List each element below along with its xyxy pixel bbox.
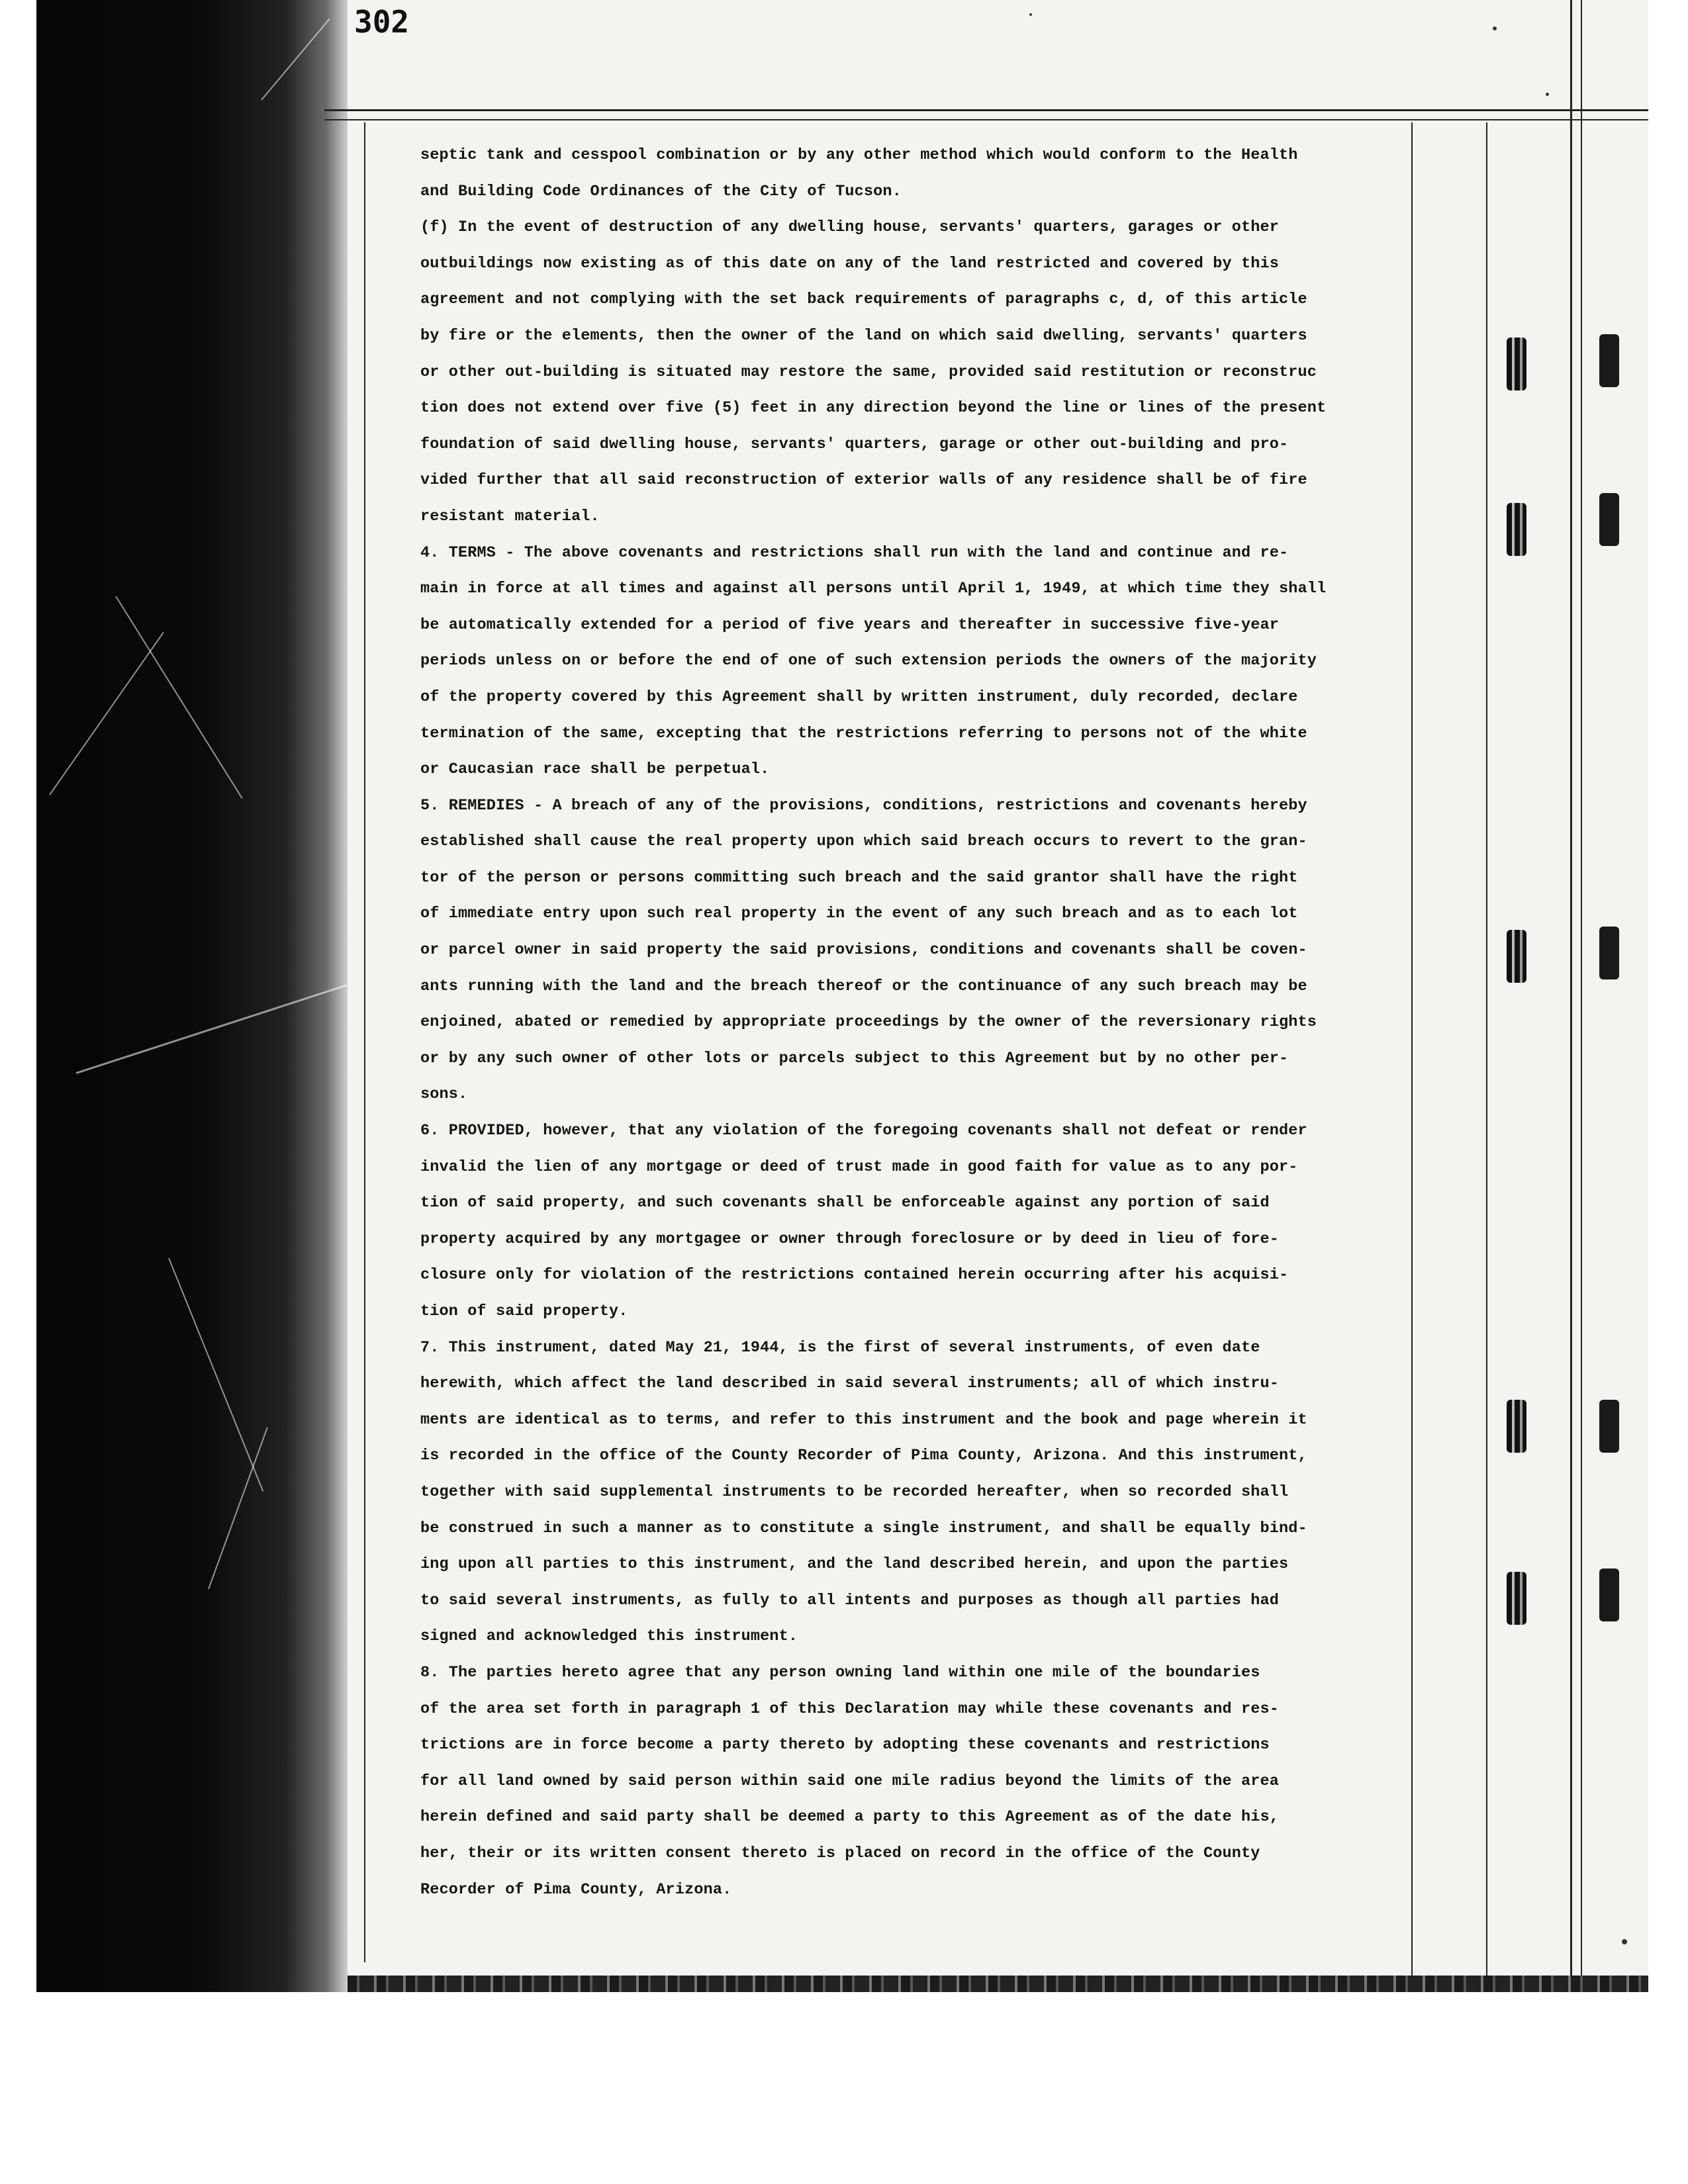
text-line: septic tank and cesspool combination or by any other method which would conform to the Health	[420, 146, 1298, 164]
scan-streak	[76, 984, 348, 1074]
punch-mark	[1599, 1400, 1619, 1453]
punch-mark	[1599, 334, 1619, 387]
text-line: (f) In the event of destruction of any dwelling house, servants' quarters, garages or other	[420, 218, 1279, 237]
text-line: 8. The parties hereto agree that any person owning land within one mile of the boundaries	[420, 1663, 1260, 1682]
text-line: invalid the lien of any mortgage or deed of trust made in good faith for value as to any por-	[420, 1158, 1298, 1176]
punch-mark	[1599, 927, 1619, 979]
text-line: of the area set forth in paragraph 1 of this Declaration may while these covenants and res-	[420, 1700, 1279, 1718]
text-line: property acquired by any mortgagee or owner through foreclosure or by deed in lieu of fore-	[420, 1230, 1279, 1248]
scan-streak	[115, 596, 242, 798]
text-line: tion of said property, and such covenants shall be enforceable against any portion of said	[420, 1194, 1270, 1212]
top-rule-2	[324, 119, 1648, 120]
scan-speck	[1622, 1939, 1627, 1944]
text-line: or parcel owner in said property the said provisions, conditions and covenants shall be coven-	[420, 941, 1307, 960]
text-line: and Building Code Ordinances of the City of Tucson.	[420, 182, 902, 201]
text-line: signed and acknowledged this instrument.	[420, 1627, 798, 1646]
scan-speck	[1493, 26, 1497, 30]
text-line: be construed in such a manner as to constitute a single instrument, and shall be equally bind-	[420, 1519, 1307, 1537]
text-line: agreement and not complying with the set back requirements of paragraphs c, d, of this article	[420, 291, 1307, 309]
scan-streak	[261, 19, 330, 101]
punch-mark	[1599, 493, 1619, 546]
text-line: 4. TERMS - The above covenants and restrictions shall run with the land and continue and re-	[420, 543, 1289, 562]
text-line: to said several instruments, as fully to all intents and purposes as though all parties had	[420, 1591, 1279, 1610]
text-line: sons.	[420, 1085, 468, 1104]
text-line: ments are identical as to terms, and refer to this instrument and the book and page wherein it	[420, 1410, 1307, 1429]
text-line: main in force at all times and against all persons until April 1, 1949, at which time they shall	[420, 580, 1327, 598]
text-line: Recorder of Pima County, Arizona.	[420, 1880, 732, 1899]
scan-streak	[208, 1427, 268, 1589]
text-line: be automatically extended for a period of five years and thereafter in successive five-year	[420, 615, 1279, 634]
text-line: enjoined, abated or remedied by appropriate proceedings by the owner of the reversionary rights	[420, 1013, 1317, 1032]
text-line: 5. REMEDIES - A breach of any of the provisions, conditions, restrictions and covenants hereby	[420, 796, 1307, 815]
text-line: tion of said property.	[420, 1302, 628, 1320]
text-line: herein defined and said party shall be deemed a party to this Agreement as of the date his,	[420, 1808, 1279, 1827]
punch-mark	[1507, 503, 1526, 556]
text-line: herewith, which affect the land described in said several instruments; all of which instru-	[420, 1375, 1279, 1393]
text-line: periods unless on or before the end of one of such extension periods the owners of the majority	[420, 652, 1317, 670]
text-line: resistant material.	[420, 507, 600, 525]
punch-mark	[1507, 1400, 1526, 1453]
top-rule	[324, 109, 1648, 111]
text-line: outbuildings now existing as of this date on any of the land restricted and covered by this	[420, 254, 1279, 273]
text-line: established shall cause the real property upon which said breach occurs to revert to the gran-	[420, 833, 1307, 851]
text-line: tion does not extend over five (5) feet in any direction beyond the line or lines of the present	[420, 399, 1327, 418]
binding-shadow	[36, 0, 348, 1992]
page-number: 302	[354, 4, 410, 40]
scan-speck	[1029, 13, 1032, 16]
right-margin-line-2	[1581, 0, 1582, 1985]
text-line: or by any such owner of other lots or parcels subject to this Agreement but by no other per-	[420, 1049, 1289, 1068]
scanned-page	[36, 0, 1648, 1992]
text-line: 7. This instrument, dated May 21, 1944, is the first of several instruments, of even date	[420, 1338, 1260, 1357]
text-line: termination of the same, excepting that the restrictions referring to persons not of the white	[420, 724, 1307, 743]
bottom-scan-edge	[348, 1976, 1648, 1992]
text-line: closure only for violation of the restrictions contained herein occurring after his acquisi-	[420, 1266, 1289, 1285]
scan-speck	[1546, 93, 1549, 96]
scan-streak	[49, 632, 164, 796]
text-line: of the property covered by this Agreement shall by written instrument, duly recorded, declare	[420, 688, 1298, 706]
text-line: by fire or the elements, then the owner of the land on which said dwelling, servants' quarters	[420, 326, 1307, 345]
text-line: tor of the person or persons committing such breach and the said grantor shall have the right	[420, 868, 1298, 887]
outer-margin-line	[1486, 122, 1487, 1976]
document-body	[420, 138, 1460, 1908]
text-line: trictions are in force become a party thereto by adopting these covenants and restrictions	[420, 1736, 1270, 1754]
text-line: together with said supplemental instruments to be recorded hereafter, when so recorded shall	[420, 1482, 1289, 1501]
punch-mark	[1507, 930, 1526, 983]
text-line: for all land owned by said person within said one mile radius beyond the limits of the area	[420, 1772, 1279, 1790]
text-line: or Caucasian race shall be perpetual.	[420, 760, 770, 779]
text-line: of immediate entry upon such real property in the event of any such breach and as to each lot	[420, 905, 1298, 923]
right-margin-line	[1570, 0, 1572, 1985]
punch-mark	[1599, 1569, 1619, 1621]
scan-streak	[168, 1258, 263, 1492]
text-line: vided further that all said reconstruction of exterior walls of any residence shall be of fire	[420, 471, 1307, 490]
text-line: foundation of said dwelling house, servants' quarters, garage or other out-building and pro-	[420, 435, 1289, 453]
text-line: ants running with the land and the breach thereof or the continuance of any such breach may be	[420, 977, 1307, 995]
punch-mark	[1507, 1572, 1526, 1625]
text-line: is recorded in the office of the County Recorder of Pima County, Arizona. And this instrument,	[420, 1447, 1307, 1465]
text-line: ing upon all parties to this instrument, and the land described herein, and upon the parties	[420, 1555, 1289, 1574]
left-margin-line	[364, 122, 365, 1962]
text-line: her, their or its written consent thereto is placed on record in the office of the County	[420, 1844, 1260, 1862]
text-line: or other out-building is situated may restore the same, provided said restitution or reconstruc	[420, 363, 1317, 381]
text-line: 6. PROVIDED, however, that any violation of the foregoing covenants shall not defeat or render	[420, 1122, 1307, 1140]
punch-mark	[1507, 338, 1526, 390]
